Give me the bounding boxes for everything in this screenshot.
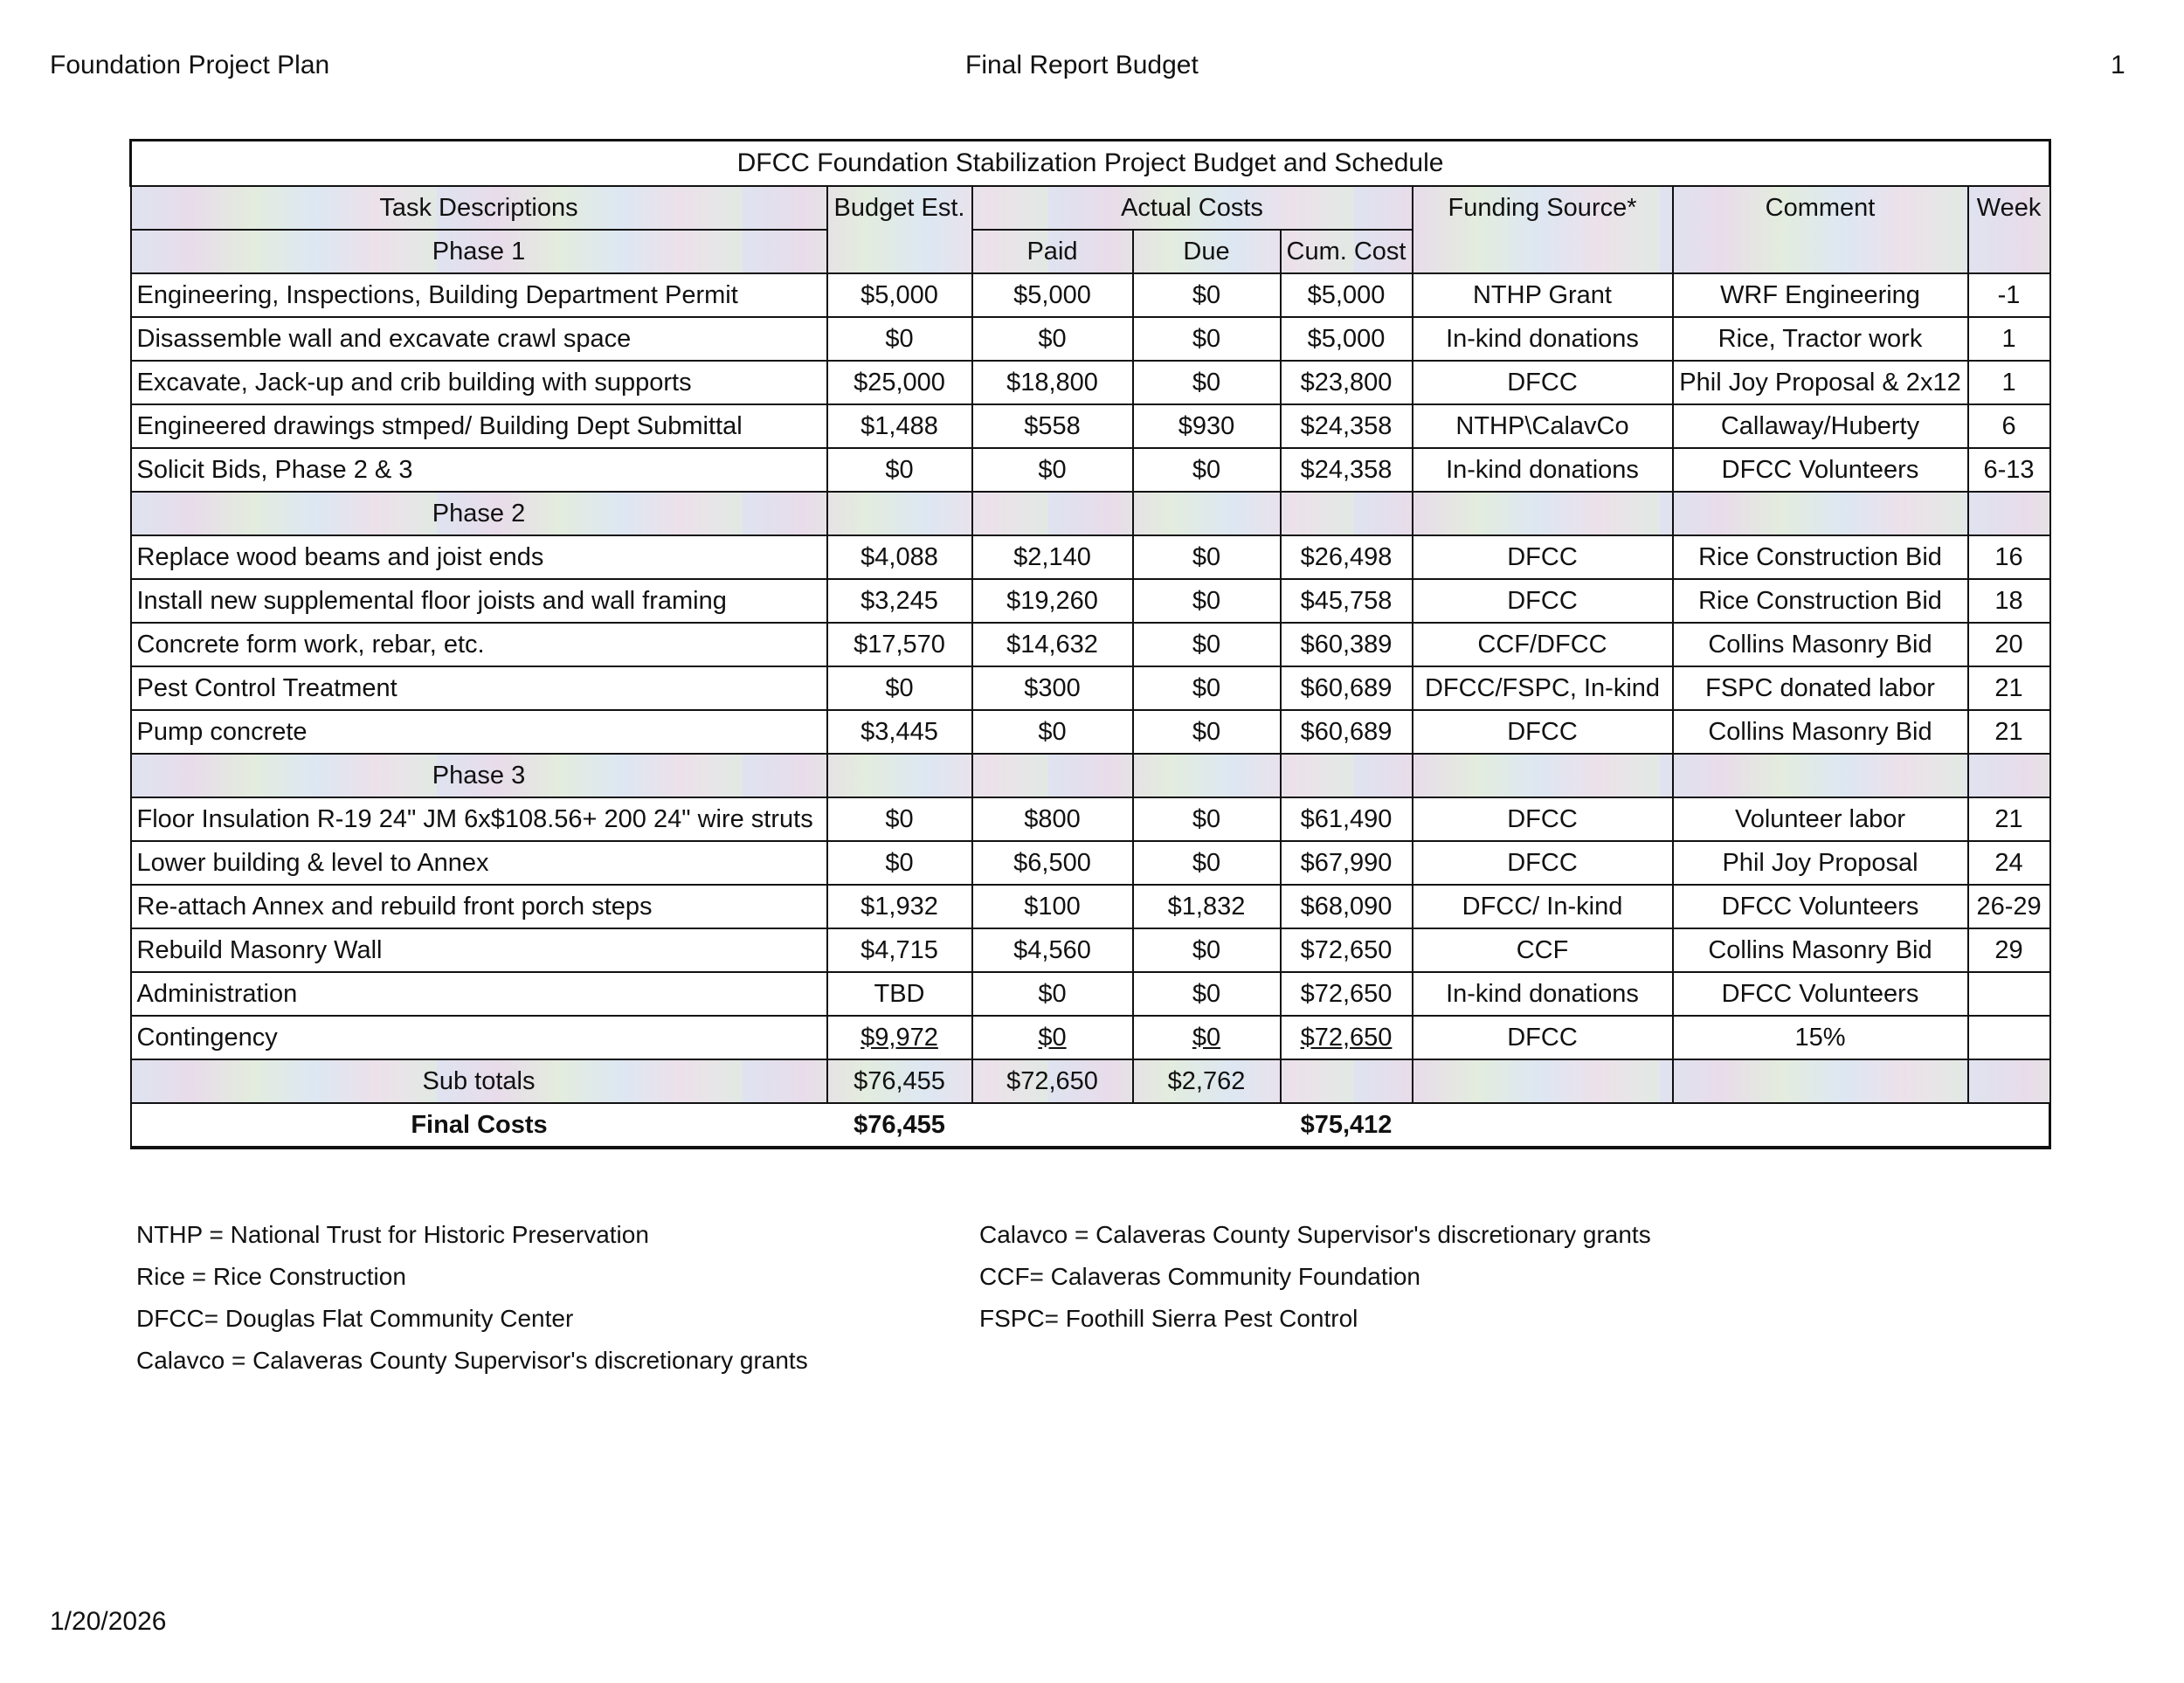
table-row bbox=[131, 666, 2050, 710]
empty-cell bbox=[1413, 754, 1673, 797]
cell-due: $0 bbox=[1133, 579, 1281, 623]
cell-due: $0 bbox=[1133, 841, 1281, 885]
header-budget: Budget Est. bbox=[827, 186, 972, 273]
cell-week: 6 bbox=[1968, 404, 2050, 448]
final-costs-label: Final Costs bbox=[131, 1103, 827, 1148]
cell-funding: DFCC/FSPC, In-kind bbox=[1413, 666, 1673, 710]
cell-due: $0 bbox=[1133, 928, 1281, 972]
cell-paid: $2,140 bbox=[972, 535, 1133, 579]
legend-entry: Calavco = Calaveras County Supervisor's discretionary grants bbox=[979, 1221, 1651, 1248]
cell-paid: $0 bbox=[972, 972, 1133, 1016]
cell-task: Pest Control Treatment bbox=[131, 666, 827, 710]
phase-row bbox=[131, 492, 2050, 535]
cell-comment: Phil Joy Proposal bbox=[1673, 841, 1968, 885]
final-cum-cost: $75,412 bbox=[1281, 1103, 1413, 1148]
final-budget: $76,455 bbox=[827, 1103, 972, 1148]
cell-cum: $45,758 bbox=[1281, 579, 1413, 623]
report-title: Final Report Budget bbox=[965, 51, 1199, 79]
table-row bbox=[131, 928, 2050, 972]
cell-comment: Rice, Tractor work bbox=[1673, 317, 1968, 361]
header-actual-costs: Actual Costs bbox=[972, 186, 1413, 230]
cell-week: 6-13 bbox=[1968, 448, 2050, 492]
cell-cum: $61,490 bbox=[1281, 797, 1413, 841]
cell-week: 18 bbox=[1968, 579, 2050, 623]
empty-cell bbox=[1413, 1059, 1673, 1103]
legend-left bbox=[136, 1214, 808, 1382]
footer-date: 1/20/2026 bbox=[50, 1607, 167, 1636]
cell-paid: $4,560 bbox=[972, 928, 1133, 972]
subtotal-budget: $76,455 bbox=[827, 1059, 972, 1103]
table-row bbox=[131, 535, 2050, 579]
cell-budget: $0 bbox=[827, 448, 972, 492]
cell-due: $0 bbox=[1133, 972, 1281, 1016]
cell-cum: $23,800 bbox=[1281, 361, 1413, 404]
empty-cell bbox=[1281, 1059, 1413, 1103]
cell-cum: $72,650 bbox=[1281, 928, 1413, 972]
empty-cell bbox=[1673, 1059, 1968, 1103]
phase-label: Phase 2 bbox=[131, 492, 827, 535]
table-row bbox=[131, 710, 2050, 754]
cell-week: 20 bbox=[1968, 623, 2050, 666]
table-row bbox=[131, 841, 2050, 885]
cell-cum: $26,498 bbox=[1281, 535, 1413, 579]
cell-week: 26-29 bbox=[1968, 885, 2050, 928]
cell-task: Excavate, Jack-up and crib building with supports bbox=[131, 361, 827, 404]
cell-funding: DFCC bbox=[1413, 535, 1673, 579]
cell-paid: $100 bbox=[972, 885, 1133, 928]
subtotal-due: $2,762 bbox=[1133, 1059, 1281, 1103]
cell-budget: $0 bbox=[827, 317, 972, 361]
page-number: 1 bbox=[2111, 51, 2125, 79]
cell-task: Replace wood beams and joist ends bbox=[131, 535, 827, 579]
cell-week: 24 bbox=[1968, 841, 2050, 885]
cell-budget: TBD bbox=[827, 972, 972, 1016]
empty-cell bbox=[1673, 1103, 1968, 1148]
cell-cum: $24,358 bbox=[1281, 448, 1413, 492]
cell-budget: $1,932 bbox=[827, 885, 972, 928]
cell-task: Install new supplemental floor joists and wall framing bbox=[131, 579, 827, 623]
phase-label: Phase 3 bbox=[131, 754, 827, 797]
cell-comment: DFCC Volunteers bbox=[1673, 972, 1968, 1016]
empty-cell bbox=[1413, 492, 1673, 535]
cell-comment: Collins Masonry Bid bbox=[1673, 623, 1968, 666]
empty-cell bbox=[1133, 1103, 1281, 1148]
cell-task: Disassemble wall and excavate crawl space bbox=[131, 317, 827, 361]
cell-funding: CCF bbox=[1413, 928, 1673, 972]
cell-cum: $24,358 bbox=[1281, 404, 1413, 448]
cell-budget: $0 bbox=[827, 797, 972, 841]
cell-paid: $5,000 bbox=[972, 273, 1133, 317]
table-row bbox=[131, 972, 2050, 1016]
cell-funding: DFCC bbox=[1413, 710, 1673, 754]
empty-cell bbox=[827, 492, 972, 535]
cell-funding: DFCC bbox=[1413, 1016, 1673, 1059]
underlined-value: $0 bbox=[1038, 1023, 1067, 1052]
cell-paid: $558 bbox=[972, 404, 1133, 448]
header-task: Task Descriptions bbox=[131, 186, 827, 230]
cell-funding: DFCC bbox=[1413, 579, 1673, 623]
cell-cum: $5,000 bbox=[1281, 317, 1413, 361]
table-row bbox=[131, 885, 2050, 928]
subtotal-paid: $72,650 bbox=[972, 1059, 1133, 1103]
budget-table bbox=[129, 139, 2051, 1149]
table-row bbox=[131, 317, 2050, 361]
cell-funding: In-kind donations bbox=[1413, 972, 1673, 1016]
cell-budget bbox=[827, 1016, 972, 1059]
header-paid: Paid bbox=[972, 230, 1133, 273]
empty-cell bbox=[1133, 754, 1281, 797]
cell-funding: DFCC/ In-kind bbox=[1413, 885, 1673, 928]
header-week: Week bbox=[1968, 186, 2050, 273]
empty-cell bbox=[1413, 1103, 1673, 1148]
cell-task: Lower building & level to Annex bbox=[131, 841, 827, 885]
empty-cell bbox=[972, 754, 1133, 797]
cell-due: $0 bbox=[1133, 317, 1281, 361]
cell-funding: NTHP Grant bbox=[1413, 273, 1673, 317]
phase-row bbox=[131, 754, 2050, 797]
cell-week: -1 bbox=[1968, 273, 2050, 317]
cell-task: Contingency bbox=[131, 1016, 827, 1059]
underlined-value: $0 bbox=[1192, 1023, 1221, 1052]
cell-comment: FSPC donated labor bbox=[1673, 666, 1968, 710]
table-row bbox=[131, 623, 2050, 666]
cell-week: 1 bbox=[1968, 317, 2050, 361]
cell-paid: $14,632 bbox=[972, 623, 1133, 666]
cell-paid: $0 bbox=[972, 710, 1133, 754]
cell-week: 21 bbox=[1968, 710, 2050, 754]
cell-comment: Collins Masonry Bid bbox=[1673, 928, 1968, 972]
cell-comment: DFCC Volunteers bbox=[1673, 448, 1968, 492]
subtotals-label: Sub totals bbox=[131, 1059, 827, 1103]
cell-cum: $72,650 bbox=[1281, 972, 1413, 1016]
underlined-value: $9,972 bbox=[860, 1023, 938, 1052]
cell-budget: $5,000 bbox=[827, 273, 972, 317]
empty-cell bbox=[1673, 754, 1968, 797]
cell-funding: In-kind donations bbox=[1413, 448, 1673, 492]
cell-week bbox=[1968, 1016, 2050, 1059]
cell-due: $0 bbox=[1133, 448, 1281, 492]
cell-paid: $300 bbox=[972, 666, 1133, 710]
legend-right bbox=[979, 1214, 1651, 1340]
empty-cell bbox=[1968, 492, 2050, 535]
document-title: Foundation Project Plan bbox=[50, 51, 330, 79]
cell-due bbox=[1133, 1016, 1281, 1059]
cell-cum: $60,389 bbox=[1281, 623, 1413, 666]
cell-task: Floor Insulation R-19 24" JM 6x$108.56+ 200 24" wire struts bbox=[131, 797, 827, 841]
cell-comment: DFCC Volunteers bbox=[1673, 885, 1968, 928]
cell-week: 29 bbox=[1968, 928, 2050, 972]
header-cum-cost: Cum. Cost bbox=[1281, 230, 1413, 273]
cell-budget: $0 bbox=[827, 841, 972, 885]
empty-cell bbox=[1133, 492, 1281, 535]
cell-budget: $1,488 bbox=[827, 404, 972, 448]
phase-label: Phase 1 bbox=[131, 230, 827, 273]
cell-cum bbox=[1281, 1016, 1413, 1059]
cell-funding: CCF/DFCC bbox=[1413, 623, 1673, 666]
cell-budget: $4,715 bbox=[827, 928, 972, 972]
cell-cum: $60,689 bbox=[1281, 666, 1413, 710]
cell-due: $0 bbox=[1133, 361, 1281, 404]
legend-entry: CCF= Calaveras Community Foundation bbox=[979, 1263, 1420, 1290]
cell-paid bbox=[972, 1016, 1133, 1059]
final-costs-row bbox=[131, 1103, 2050, 1148]
empty-cell bbox=[1673, 492, 1968, 535]
header-comment: Comment bbox=[1673, 186, 1968, 273]
table-row bbox=[131, 273, 2050, 317]
cell-budget: $17,570 bbox=[827, 623, 972, 666]
cell-due: $930 bbox=[1133, 404, 1281, 448]
cell-task: Solicit Bids, Phase 2 & 3 bbox=[131, 448, 827, 492]
header-due: Due bbox=[1133, 230, 1281, 273]
underlined-value: $72,650 bbox=[1300, 1023, 1393, 1052]
empty-cell bbox=[1968, 754, 2050, 797]
cell-due: $0 bbox=[1133, 797, 1281, 841]
cell-week: 16 bbox=[1968, 535, 2050, 579]
cell-paid: $800 bbox=[972, 797, 1133, 841]
cell-cum: $67,990 bbox=[1281, 841, 1413, 885]
cell-budget: $4,088 bbox=[827, 535, 972, 579]
cell-comment: Rice Construction Bid bbox=[1673, 535, 1968, 579]
cell-cum: $68,090 bbox=[1281, 885, 1413, 928]
cell-comment: Rice Construction Bid bbox=[1673, 579, 1968, 623]
cell-comment: Volunteer labor bbox=[1673, 797, 1968, 841]
cell-task: Engineered drawings stmped/ Building Dept Submittal bbox=[131, 404, 827, 448]
empty-cell bbox=[1968, 1103, 2050, 1148]
legend-entry: DFCC= Douglas Flat Community Center bbox=[136, 1305, 574, 1332]
cell-paid: $0 bbox=[972, 448, 1133, 492]
cell-due: $0 bbox=[1133, 535, 1281, 579]
cell-budget: $3,245 bbox=[827, 579, 972, 623]
table-row bbox=[131, 404, 2050, 448]
cell-task: Concrete form work, rebar, etc. bbox=[131, 623, 827, 666]
cell-budget: $3,445 bbox=[827, 710, 972, 754]
table-row bbox=[131, 579, 2050, 623]
cell-due: $0 bbox=[1133, 273, 1281, 317]
empty-cell bbox=[1281, 754, 1413, 797]
empty-cell bbox=[972, 1103, 1133, 1148]
cell-comment: Callaway/Huberty bbox=[1673, 404, 1968, 448]
legend-entry: Calavco = Calaveras County Supervisor's discretionary grants bbox=[136, 1347, 808, 1374]
table-row bbox=[131, 448, 2050, 492]
empty-cell bbox=[972, 492, 1133, 535]
cell-task: Pump concrete bbox=[131, 710, 827, 754]
legend-entry: FSPC= Foothill Sierra Pest Control bbox=[979, 1305, 1358, 1332]
cell-task: Rebuild Masonry Wall bbox=[131, 928, 827, 972]
cell-due: $0 bbox=[1133, 710, 1281, 754]
cell-funding: DFCC bbox=[1413, 797, 1673, 841]
header-funding: Funding Source* bbox=[1413, 186, 1673, 273]
cell-week: 21 bbox=[1968, 666, 2050, 710]
cell-cum: $5,000 bbox=[1281, 273, 1413, 317]
cell-task: Re-attach Annex and rebuild front porch steps bbox=[131, 885, 827, 928]
legend-entry: Rice = Rice Construction bbox=[136, 1263, 406, 1290]
table-row bbox=[131, 361, 2050, 404]
cell-comment: WRF Engineering bbox=[1673, 273, 1968, 317]
cell-paid: $19,260 bbox=[972, 579, 1133, 623]
cell-funding: DFCC bbox=[1413, 361, 1673, 404]
empty-cell bbox=[827, 754, 972, 797]
cell-comment: Collins Masonry Bid bbox=[1673, 710, 1968, 754]
cell-task: Engineering, Inspections, Building Department Permit bbox=[131, 273, 827, 317]
cell-week: 1 bbox=[1968, 361, 2050, 404]
cell-funding: NTHP\CalavCo bbox=[1413, 404, 1673, 448]
table-row bbox=[131, 797, 2050, 841]
cell-task: Administration bbox=[131, 972, 827, 1016]
empty-cell bbox=[1281, 492, 1413, 535]
subtotals-row bbox=[131, 1059, 2050, 1103]
cell-paid: $0 bbox=[972, 317, 1133, 361]
cell-paid: $6,500 bbox=[972, 841, 1133, 885]
cell-funding: In-kind donations bbox=[1413, 317, 1673, 361]
cell-due: $0 bbox=[1133, 623, 1281, 666]
cell-comment: 15% bbox=[1673, 1016, 1968, 1059]
cell-due: $1,832 bbox=[1133, 885, 1281, 928]
cell-paid: $18,800 bbox=[972, 361, 1133, 404]
table-row bbox=[131, 1016, 2050, 1059]
cell-budget: $25,000 bbox=[827, 361, 972, 404]
cell-week: 21 bbox=[1968, 797, 2050, 841]
cell-week bbox=[1968, 972, 2050, 1016]
cell-comment: Phil Joy Proposal & 2x12 bbox=[1673, 361, 1968, 404]
cell-cum: $60,689 bbox=[1281, 710, 1413, 754]
legend-entry: NTHP = National Trust for Historic Preservation bbox=[136, 1221, 649, 1248]
cell-budget: $0 bbox=[827, 666, 972, 710]
cell-funding: DFCC bbox=[1413, 841, 1673, 885]
cell-due: $0 bbox=[1133, 666, 1281, 710]
empty-cell bbox=[1968, 1059, 2050, 1103]
table-title: DFCC Foundation Stabilization Project Budget and Schedule bbox=[131, 141, 2050, 187]
